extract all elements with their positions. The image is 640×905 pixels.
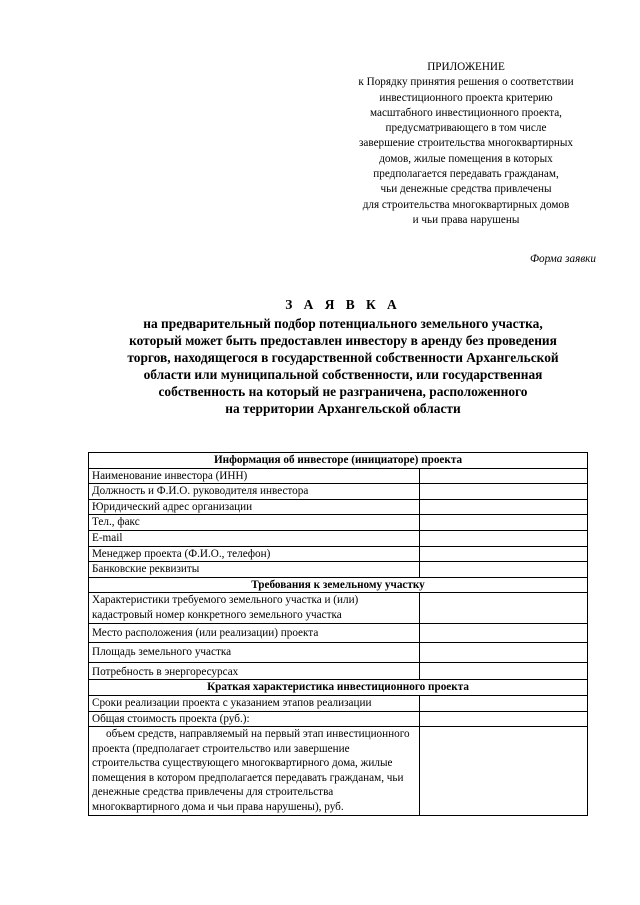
table-row — [89, 593, 588, 623]
row-label: E-mail — [89, 530, 420, 546]
appendix-line: предусматривающего в том числе — [385, 122, 547, 135]
document-subtitle — [60, 315, 626, 418]
subtitle-line: собственность на который не разграничена, расположенного — [158, 384, 528, 400]
row-label: Потребность в энергоресурсах — [89, 662, 420, 680]
value-cell[interactable] — [420, 530, 588, 546]
table-row — [89, 662, 588, 680]
appendix-line: предполагается передавать гражданам, — [373, 168, 559, 181]
table-row — [89, 727, 588, 816]
appendix-block — [330, 60, 602, 228]
table-row — [89, 643, 588, 663]
value-cell[interactable] — [420, 593, 588, 623]
table-row — [89, 515, 588, 531]
appendix-line: домов, жилые помещения в которых — [379, 152, 553, 165]
subtitle-line: который может быть предоставлен инвестору в аренду без проведения — [129, 333, 557, 349]
appendix-line: инвестиционного проекта критерию — [379, 91, 553, 104]
appendix-line: чьи денежные средства привлечены — [380, 183, 552, 196]
appendix-line: к Порядку принятия решения о соответствии — [358, 76, 574, 89]
row-label: Общая стоимость проекта (руб.): — [89, 711, 420, 727]
section-heading-row — [89, 680, 588, 696]
subtitle-line: торгов, находящегося в государственной собственности Архангельской — [127, 350, 559, 366]
appendix-line: завершение строительства многоквартирных — [358, 137, 574, 150]
value-cell[interactable] — [420, 662, 588, 680]
appendix-line: и чьи права нарушены — [412, 213, 520, 226]
value-cell[interactable] — [420, 484, 588, 500]
row-label: Характеристики требуемого земельного участка и (или) кадастровый номер конкретного земельного участка — [89, 593, 420, 623]
table-row — [89, 623, 588, 643]
row-label: Банковские реквизиты — [89, 562, 420, 578]
row-label: объем средств, направляемый на первый этап инвестиционного проекта (предполагает строительство или завершение строительства существующего многоквартирного дома, жилые помещения в котором предполагается передавать гражданам, чьи денежные средства привлечены для строительства многоквартирного дома и чьи права нарушены), руб. — [89, 727, 420, 816]
value-cell[interactable] — [420, 623, 588, 643]
appendix-line: ПРИЛОЖЕНИЕ — [427, 61, 505, 73]
appendix-line: масштабного инвестиционного проекта, — [370, 106, 562, 119]
value-cell[interactable] — [420, 515, 588, 531]
value-cell[interactable] — [420, 499, 588, 515]
table-row — [89, 546, 588, 562]
value-cell[interactable] — [420, 643, 588, 663]
appendix-line: для строительства многоквартирных домов — [362, 198, 570, 211]
table-row — [89, 562, 588, 578]
subtitle-line: на предварительный подбор потенциального земельного участка, — [143, 316, 543, 331]
value-cell[interactable] — [420, 562, 588, 578]
table-row — [89, 695, 588, 711]
value-cell[interactable] — [420, 546, 588, 562]
row-label: Юридический адрес организации — [89, 499, 420, 515]
table-row — [89, 530, 588, 546]
row-label: Площадь земельного участка — [89, 643, 420, 663]
table-row — [89, 499, 588, 515]
value-cell[interactable] — [420, 711, 588, 727]
section-heading-row — [89, 577, 588, 593]
table-row — [89, 711, 588, 727]
section-heading-row — [89, 453, 588, 469]
document-title: З А Я В К А — [285, 297, 401, 312]
row-label: Менеджер проекта (Ф.И.О., телефон) — [89, 546, 420, 562]
table-row — [89, 484, 588, 500]
value-cell[interactable] — [420, 695, 588, 711]
subtitle-line: области или муниципальной собственности, или государственная — [143, 367, 543, 383]
section-heading-investor: Информация об инвесторе (инициаторе) проекта — [89, 453, 588, 469]
value-cell[interactable] — [420, 468, 588, 484]
section-heading-project: Краткая характеристика инвестиционного проекта — [89, 680, 588, 696]
table-row — [89, 468, 588, 484]
value-cell[interactable] — [420, 727, 588, 816]
row-label: Тел., факс — [89, 515, 420, 531]
form-label: Форма заявки — [530, 253, 596, 265]
row-label: Место расположения (или реализации) проекта — [89, 623, 420, 643]
application-form-table — [88, 452, 588, 816]
row-label: Сроки реализации проекта с указанием этапов реализации — [89, 695, 420, 711]
row-label: Наименование инвестора (ИНН) — [89, 468, 420, 484]
row-label: Должность и Ф.И.О. руководителя инвестора — [89, 484, 420, 500]
section-heading-land: Требования к земельному участку — [89, 577, 588, 593]
subtitle-line: на территории Архангельской области — [225, 401, 461, 417]
